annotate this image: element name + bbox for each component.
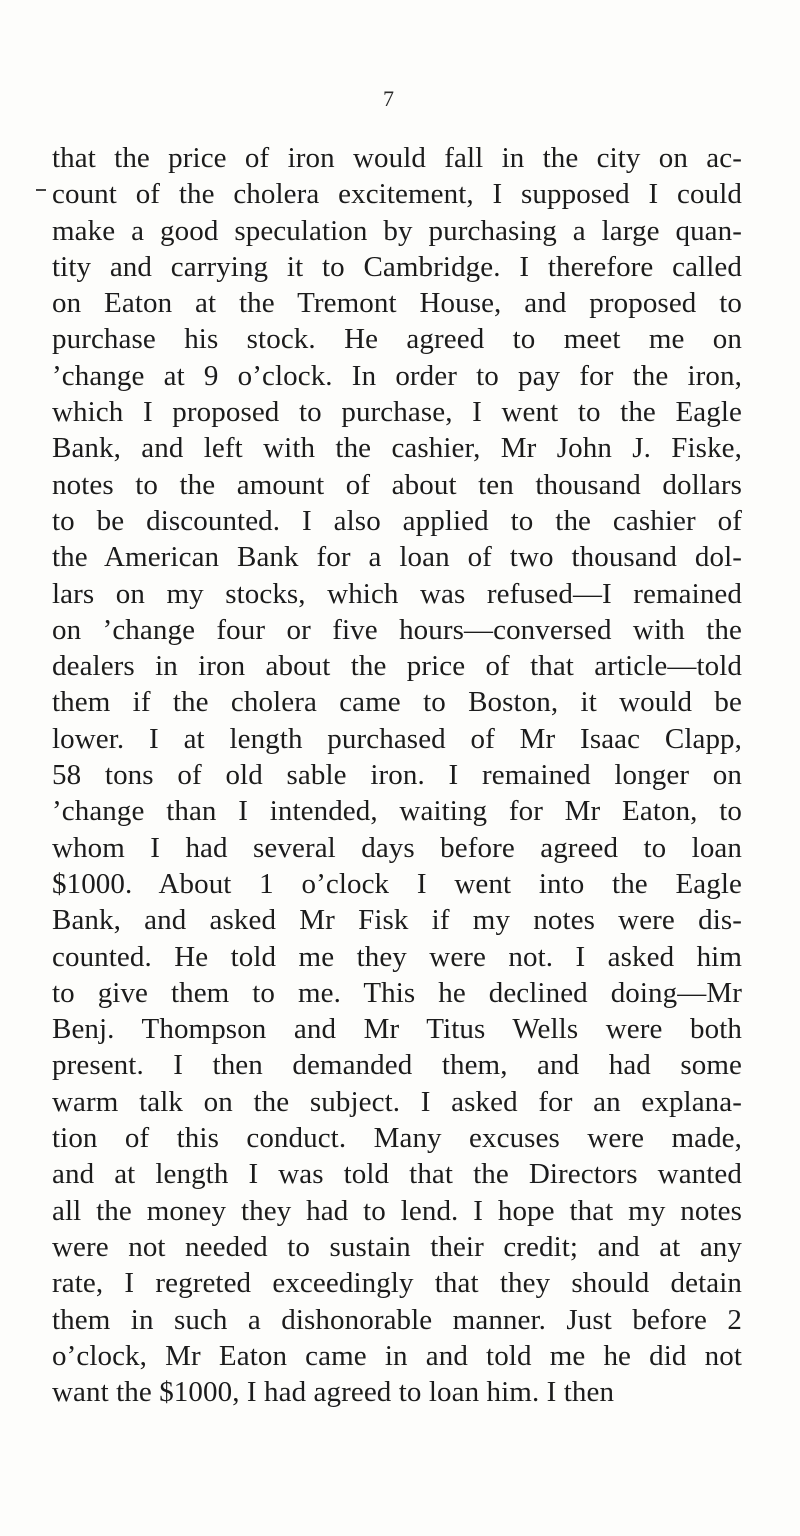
text-line: Bank, and left with the cashier, Mr John J. Fiske, — [52, 432, 742, 465]
text-line: to be discounted. I also applied to the cashier of — [52, 504, 742, 537]
text-line: $1000. About 1 o’clock I went into the Eagle — [52, 867, 742, 900]
text-line: notes to the amount of about ten thousand dollars — [52, 468, 742, 501]
text-line: were not needed to sustain their credit; and at any — [52, 1230, 742, 1263]
text-line: ’change than I intended, waiting for Mr Eaton, to — [52, 795, 742, 828]
text-line: Benj. Thompson and Mr Titus Wells were both — [52, 1013, 742, 1046]
page-number: 7 — [383, 86, 394, 111]
text-line: which I proposed to purchase, I went to the Eagle — [52, 396, 742, 429]
text-line: them if the cholera came to Boston, it would be — [52, 686, 742, 719]
text-line: on ’change four or five hours—conversed with the — [52, 613, 742, 646]
text-line: lars on my stocks, which was refused—I remained — [52, 577, 742, 610]
text-line: and at length I was told that the Directors wanted — [52, 1158, 742, 1191]
text-line: that the price of iron would fall in the city on ac- — [52, 142, 742, 174]
text-line: tion of this conduct. Many excuses were made, — [52, 1122, 742, 1155]
text-line: 58 tons of old sable iron. I remained longer on — [52, 759, 742, 792]
text-line: ’change at 9 o’clock. In order to pay for the iron, — [52, 359, 742, 392]
text-line: all the money they had to lend. I hope that my notes — [52, 1194, 742, 1227]
text-line: to give them to me. This he declined doing—Mr — [52, 976, 742, 1009]
text-line: counted. He told me they were not. I asked him — [52, 940, 742, 973]
body-text — [52, 140, 742, 1410]
text-line: the American Bank for a loan of two thousand dol- — [52, 541, 742, 574]
text-line: o’clock, Mr Eaton came in and told me he did not — [52, 1339, 742, 1372]
text-line: present. I then demanded them, and had some — [52, 1049, 742, 1082]
text-line: warm talk on the subject. I asked for an explana- — [52, 1085, 742, 1118]
text-line: them in such a dishonorable manner. Just before 2 — [52, 1303, 742, 1336]
text-line: tity and carrying it to Cambridge. I therefore called — [52, 250, 742, 283]
text-line: on Eaton at the Tremont House, and proposed to — [52, 287, 742, 320]
text-line: rate, I regreted exceedingly that they should detain — [52, 1267, 742, 1300]
text-line: purchase his stock. He agreed to meet me on — [52, 323, 742, 356]
margin-mark — [36, 189, 46, 191]
text-line: count of the cholera excitement, I supposed I could — [52, 178, 742, 211]
text-line: lower. I at length purchased of Mr Isaac Clapp, — [52, 722, 742, 755]
text-line: Bank, and asked Mr Fisk if my notes were dis- — [52, 904, 742, 937]
text-line: make a good speculation by purchasing a large quan- — [52, 214, 742, 247]
text-line: whom I had several days before agreed to loan — [52, 831, 742, 864]
text-line: want the $1000, I had agreed to loan him. I then — [52, 1376, 615, 1409]
text-line: dealers in iron about the price of that article—told — [52, 650, 742, 683]
